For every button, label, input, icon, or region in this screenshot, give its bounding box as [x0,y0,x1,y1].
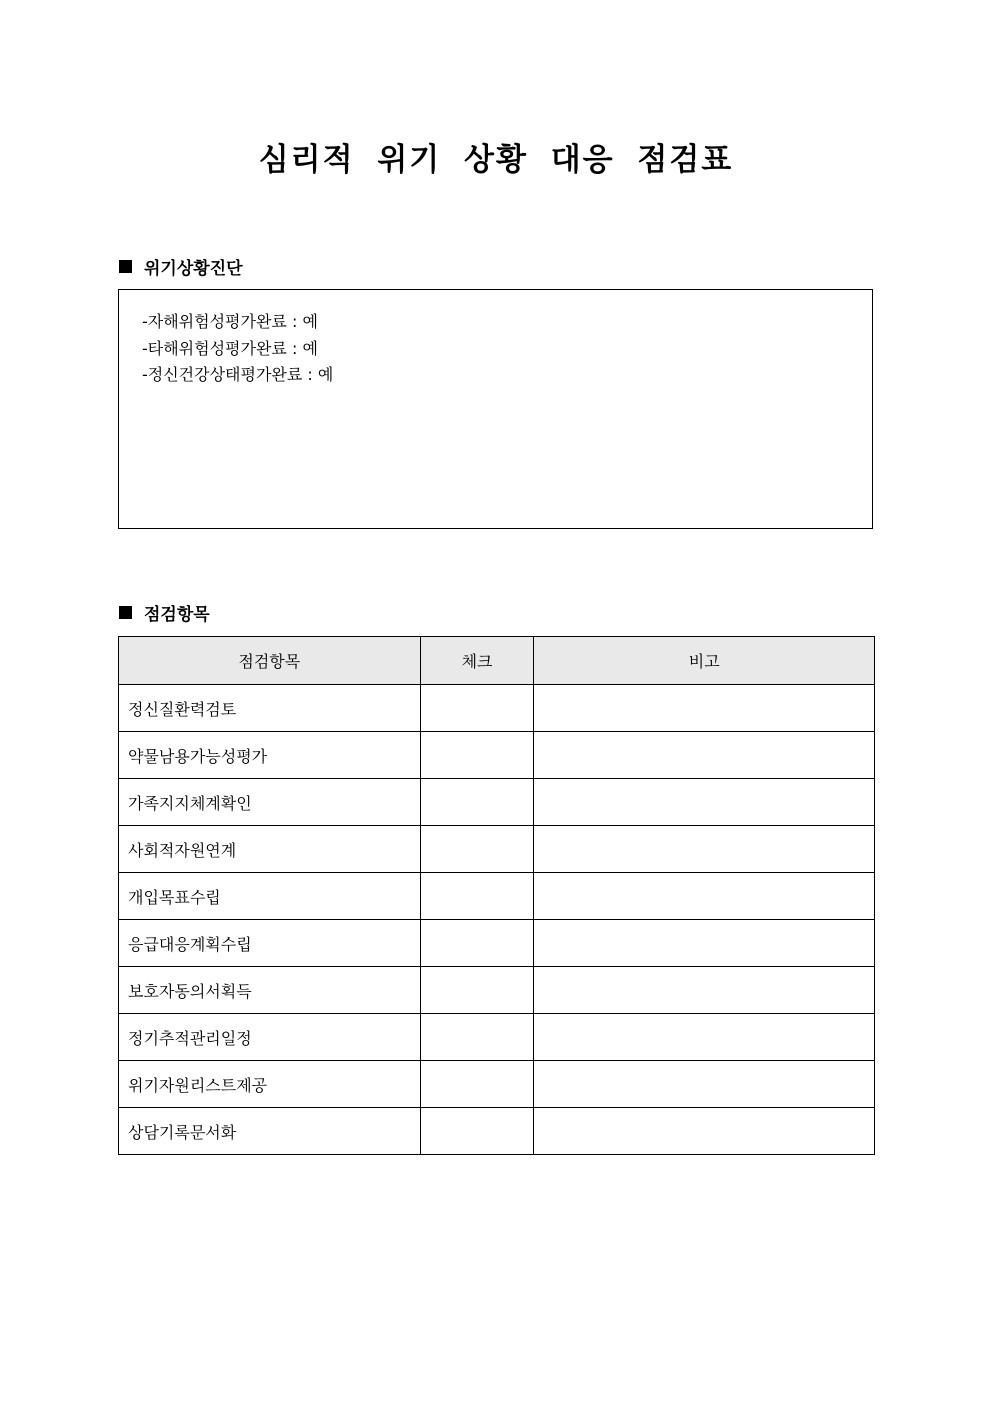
diagnosis-line-self-harm: -자해위험성평가완료 : 예 [142,312,318,331]
item-cell: 상담기록문서화 [119,1108,421,1155]
section-heading-diagnosis-label: 위기상황진단 [144,259,243,279]
check-cell[interactable] [420,1108,534,1155]
item-cell: 응급대응계획수립 [119,920,421,967]
note-cell[interactable] [534,732,875,779]
note-cell[interactable] [534,779,875,826]
item-cell: 정기추적관리일정 [119,1014,421,1061]
check-cell[interactable] [420,685,534,732]
table-row [119,1014,875,1061]
check-cell[interactable] [420,1061,534,1108]
table-row [119,967,875,1014]
check-cell[interactable] [420,779,534,826]
note-cell[interactable] [534,873,875,920]
table-row [119,826,875,873]
check-cell[interactable] [420,826,534,873]
table-row [119,873,875,920]
note-cell[interactable] [534,967,875,1014]
diagnosis-line-mental-health: -정신건강상태평가완료 : 예 [142,365,334,384]
document-title: 심리적 위기 상황 대응 점검표 [258,142,734,178]
note-cell[interactable] [534,826,875,873]
item-cell: 사회적자원연계 [119,826,421,873]
check-cell[interactable] [420,732,534,779]
diagnosis-box [118,289,873,529]
column-header-check: 체크 [420,637,534,685]
note-cell[interactable] [534,1014,875,1061]
table-row [119,1108,875,1155]
black-square-bullet-icon [119,260,132,273]
check-cell[interactable] [420,1014,534,1061]
note-cell[interactable] [534,685,875,732]
item-cell: 개입목표수립 [119,873,421,920]
item-cell: 정신질환력검토 [119,685,421,732]
diagnosis-line-harm-others: -타해위험성평가완료 : 예 [142,338,318,358]
item-cell: 약물남용가능성평가 [119,732,421,779]
check-cell[interactable] [420,873,534,920]
table-row [119,1061,875,1108]
column-header-item: 점검항목 [119,637,421,685]
section-heading-diagnosis [119,254,243,279]
check-cell[interactable] [420,967,534,1014]
note-cell[interactable] [534,1108,875,1155]
section-heading-checklist-label: 점검항목 [144,605,210,625]
note-cell[interactable] [534,1061,875,1108]
table-row [119,779,875,826]
item-cell: 보호자동의서획득 [119,967,421,1014]
section-heading-checklist [119,600,210,625]
table-row [119,685,875,732]
column-header-note: 비고 [534,637,875,685]
check-cell[interactable] [420,920,534,967]
item-cell: 가족지지체계확인 [119,779,421,826]
table-row [119,920,875,967]
checklist-table [118,636,875,1155]
note-cell[interactable] [534,920,875,967]
item-cell: 위기자원리스트제공 [119,1061,421,1108]
table-row [119,732,875,779]
table-header-row [119,637,875,685]
black-square-bullet-icon [119,606,132,619]
